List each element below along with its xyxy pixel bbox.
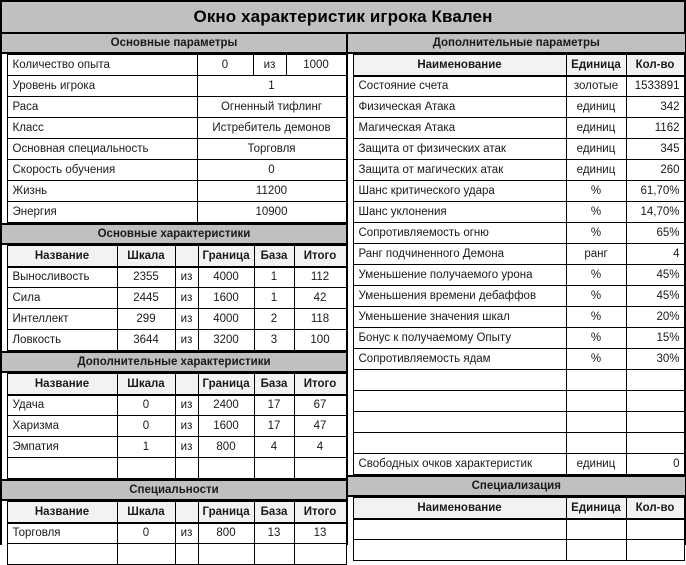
column-header-1: Шкала xyxy=(117,502,175,523)
table-row xyxy=(2,55,346,76)
stat-total: 13 xyxy=(294,523,346,544)
param-quantity xyxy=(626,412,684,433)
stat-scale: 0 xyxy=(117,523,175,544)
param-name: Уровень игрока xyxy=(7,76,197,97)
param-unit xyxy=(566,391,626,412)
stat-total xyxy=(294,458,346,479)
column-header-2 xyxy=(175,246,198,267)
table-row xyxy=(348,519,684,540)
column-header-1: Шкала xyxy=(117,246,175,267)
table-header-row xyxy=(348,55,684,76)
param-name: Энергия xyxy=(7,202,197,223)
param-unit xyxy=(566,519,626,540)
table-row xyxy=(348,202,684,223)
param-unit: % xyxy=(566,265,626,286)
param-name: Основная специальность xyxy=(7,139,197,160)
param-quantity: 20% xyxy=(626,307,684,328)
stat-base: 17 xyxy=(254,395,294,416)
stat-limit: 800 xyxy=(198,523,254,544)
param-separator: из xyxy=(253,55,286,76)
stat-name: Эмпатия xyxy=(7,437,117,458)
param-unit: % xyxy=(566,349,626,370)
stat-base xyxy=(254,544,294,565)
column-header-3: Граница xyxy=(198,246,254,267)
stat-total: 118 xyxy=(294,309,346,330)
stat-base: 2 xyxy=(254,309,294,330)
param-unit xyxy=(566,370,626,391)
column-header-2 xyxy=(175,502,198,523)
param-name: Шанс критического удара xyxy=(353,181,566,202)
table-row xyxy=(2,544,346,565)
stat-name: Торговля xyxy=(7,523,117,544)
stat-total: 112 xyxy=(294,267,346,288)
param-quantity: 65% xyxy=(626,223,684,244)
param-quantity: 0 xyxy=(626,454,684,475)
stat-of-label xyxy=(175,458,198,479)
table-specialization xyxy=(348,497,685,561)
table-header-row xyxy=(2,246,346,267)
param-name xyxy=(353,412,566,433)
stat-total xyxy=(294,544,346,565)
column-header-2: Кол-во xyxy=(626,55,684,76)
param-unit: единиц xyxy=(566,160,626,181)
window-title-bar xyxy=(2,2,684,34)
param-name: Количество опыта xyxy=(7,55,197,76)
stat-scale: 2355 xyxy=(117,267,175,288)
table-row xyxy=(348,391,684,412)
param-name: Раса xyxy=(7,97,197,118)
stat-of-label: из xyxy=(175,395,198,416)
param-unit: % xyxy=(566,328,626,349)
stat-total: 47 xyxy=(294,416,346,437)
table-header-row xyxy=(2,374,346,395)
column-header-4: База xyxy=(254,246,294,267)
param-quantity: 4 xyxy=(626,244,684,265)
param-value: 11200 xyxy=(197,181,346,202)
param-name: Бонус к получаемому Опыту xyxy=(353,328,566,349)
table-main-chars xyxy=(2,245,347,351)
stat-base: 1 xyxy=(254,267,294,288)
column-header-0: Название xyxy=(7,502,117,523)
table-row xyxy=(348,160,684,181)
table-row xyxy=(2,395,346,416)
param-unit: единиц xyxy=(566,139,626,160)
param-name: Уменьшения времени дебаффов xyxy=(353,286,566,307)
column-header-3: Граница xyxy=(198,374,254,395)
param-name: Ранг подчиненного Демона xyxy=(353,244,566,265)
section-header-extra-chars: Дополнительные характеристики xyxy=(2,351,346,373)
param-name: Сопротивляемость ядам xyxy=(353,349,566,370)
table-row xyxy=(2,267,346,288)
table-row xyxy=(2,76,346,97)
stat-base: 17 xyxy=(254,416,294,437)
param-value: 10900 xyxy=(197,202,346,223)
table-row xyxy=(348,97,684,118)
column-header-1: Шкала xyxy=(117,374,175,395)
param-quantity xyxy=(626,519,684,540)
column-header-2 xyxy=(175,374,198,395)
table-row xyxy=(348,349,684,370)
table-header-row xyxy=(348,498,684,519)
param-quantity: 345 xyxy=(626,139,684,160)
param-name xyxy=(353,391,566,412)
param-name xyxy=(353,519,566,540)
table-row xyxy=(348,118,684,139)
param-quantity: 61,70% xyxy=(626,181,684,202)
stat-limit: 800 xyxy=(198,437,254,458)
stat-scale: 0 xyxy=(117,395,175,416)
table-row xyxy=(348,223,684,244)
column-header-2: Кол-во xyxy=(626,498,684,519)
stat-name xyxy=(7,544,117,565)
table-row xyxy=(2,458,346,479)
table-extra-params xyxy=(348,54,685,475)
param-quantity: 14,70% xyxy=(626,202,684,223)
stat-total: 4 xyxy=(294,437,346,458)
stat-total: 42 xyxy=(294,288,346,309)
param-unit xyxy=(566,412,626,433)
param-unit: % xyxy=(566,202,626,223)
table-row xyxy=(348,370,684,391)
stat-name: Выносливость xyxy=(7,267,117,288)
param-quantity: 342 xyxy=(626,97,684,118)
table-row xyxy=(2,139,346,160)
table-row xyxy=(348,76,684,97)
table-row xyxy=(348,454,684,475)
param-name: Защита от магических атак xyxy=(353,160,566,181)
param-quantity: 45% xyxy=(626,286,684,307)
column-header-4: База xyxy=(254,374,294,395)
stat-limit: 4000 xyxy=(198,267,254,288)
stat-of-label: из xyxy=(175,330,198,351)
section-header-extra-params: Дополнительные параметры xyxy=(348,34,685,54)
stat-scale xyxy=(117,458,175,479)
stat-name: Харизма xyxy=(7,416,117,437)
stat-of-label xyxy=(175,544,198,565)
table-row xyxy=(2,523,346,544)
param-name: Защита от физических атак xyxy=(353,139,566,160)
stat-limit: 1600 xyxy=(198,288,254,309)
table-row xyxy=(348,433,684,454)
stat-base: 13 xyxy=(254,523,294,544)
table-row xyxy=(2,330,346,351)
table-row xyxy=(348,328,684,349)
column-header-5: Итого xyxy=(294,246,346,267)
param-value: Истребитель демонов xyxy=(197,118,346,139)
stat-limit: 1600 xyxy=(198,416,254,437)
table-row xyxy=(2,416,346,437)
param-name: Свободных очков характеристик xyxy=(353,454,566,475)
stat-of-label: из xyxy=(175,288,198,309)
page-title: Окно характеристик игрока Квален xyxy=(193,7,493,26)
stat-base xyxy=(254,458,294,479)
stat-limit: 2400 xyxy=(198,395,254,416)
section-header-main-chars: Основные характеристики xyxy=(2,223,346,245)
stat-scale: 1 xyxy=(117,437,175,458)
section-header-specialization: Специализация xyxy=(348,475,685,497)
stat-base: 1 xyxy=(254,288,294,309)
param-quantity xyxy=(626,391,684,412)
table-row xyxy=(348,307,684,328)
param-unit: ранг xyxy=(566,244,626,265)
column-header-0: Наименование xyxy=(353,498,566,519)
table-row xyxy=(348,412,684,433)
column-header-3: Граница xyxy=(198,502,254,523)
param-name: Магическая Атака xyxy=(353,118,566,139)
table-row xyxy=(348,181,684,202)
stat-total: 100 xyxy=(294,330,346,351)
stat-limit: 3200 xyxy=(198,330,254,351)
table-row xyxy=(348,265,684,286)
left-panel xyxy=(2,34,348,543)
table-extra-chars xyxy=(2,373,347,479)
stat-of-label: из xyxy=(175,437,198,458)
param-quantity: 45% xyxy=(626,265,684,286)
param-unit: % xyxy=(566,181,626,202)
panels-container xyxy=(2,34,684,543)
param-value: 0 xyxy=(197,160,346,181)
stat-scale xyxy=(117,544,175,565)
param-name: Жизнь xyxy=(7,181,197,202)
table-row xyxy=(2,437,346,458)
column-header-0: Название xyxy=(7,374,117,395)
param-unit: % xyxy=(566,307,626,328)
param-quantity: 15% xyxy=(626,328,684,349)
stat-scale: 2445 xyxy=(117,288,175,309)
stat-base: 4 xyxy=(254,437,294,458)
param-limit: 1000 xyxy=(286,55,346,76)
table-row xyxy=(348,286,684,307)
param-value: Огненный тифлинг xyxy=(197,97,346,118)
table-row xyxy=(2,181,346,202)
param-name xyxy=(353,433,566,454)
stat-scale: 3644 xyxy=(117,330,175,351)
stat-base: 3 xyxy=(254,330,294,351)
param-name: Класс xyxy=(7,118,197,139)
param-quantity: 30% xyxy=(626,349,684,370)
param-unit: единиц xyxy=(566,118,626,139)
stat-of-label: из xyxy=(175,309,198,330)
param-unit: единиц xyxy=(566,454,626,475)
param-value: 1 xyxy=(197,76,346,97)
param-unit: % xyxy=(566,223,626,244)
param-quantity xyxy=(626,540,684,561)
right-panel xyxy=(348,34,685,543)
table-row xyxy=(348,139,684,160)
column-header-1: Единица xyxy=(566,498,626,519)
stat-of-label: из xyxy=(175,523,198,544)
param-quantity: 1533891 xyxy=(626,76,684,97)
param-name: Уменьшение получаемого урона xyxy=(353,265,566,286)
param-unit: единиц xyxy=(566,97,626,118)
stat-limit xyxy=(198,544,254,565)
table-specialties xyxy=(2,501,347,565)
column-header-5: Итого xyxy=(294,502,346,523)
param-value: Торговля xyxy=(197,139,346,160)
param-name: Уменьшение значения шкал xyxy=(353,307,566,328)
column-header-0: Наименование xyxy=(353,55,566,76)
stat-name xyxy=(7,458,117,479)
param-unit: золотые xyxy=(566,76,626,97)
column-header-5: Итого xyxy=(294,374,346,395)
stat-of-label: из xyxy=(175,416,198,437)
stat-scale: 299 xyxy=(117,309,175,330)
table-header-row xyxy=(2,502,346,523)
param-unit xyxy=(566,540,626,561)
table-main-params xyxy=(2,54,347,223)
param-name: Физическая Атака xyxy=(353,97,566,118)
section-header-specialties: Специальности xyxy=(2,479,346,501)
param-name: Скорость обучения xyxy=(7,160,197,181)
stat-name: Ловкость xyxy=(7,330,117,351)
table-row xyxy=(2,309,346,330)
param-quantity xyxy=(626,370,684,391)
stat-of-label: из xyxy=(175,267,198,288)
param-unit xyxy=(566,433,626,454)
table-row xyxy=(2,118,346,139)
section-header-main-params: Основные параметры xyxy=(2,34,346,54)
stat-name: Удача xyxy=(7,395,117,416)
param-name xyxy=(353,540,566,561)
stat-limit: 4000 xyxy=(198,309,254,330)
stat-scale: 0 xyxy=(117,416,175,437)
table-row xyxy=(2,202,346,223)
param-name xyxy=(353,370,566,391)
param-name: Шанс уклонения xyxy=(353,202,566,223)
param-quantity: 260 xyxy=(626,160,684,181)
table-row xyxy=(2,288,346,309)
column-header-1: Единица xyxy=(566,55,626,76)
param-value: 0 xyxy=(197,55,253,76)
param-name: Состояние счета xyxy=(353,76,566,97)
stat-limit xyxy=(198,458,254,479)
table-row xyxy=(2,97,346,118)
param-quantity xyxy=(626,433,684,454)
param-quantity: 1162 xyxy=(626,118,684,139)
stat-total: 67 xyxy=(294,395,346,416)
stat-name: Интеллект xyxy=(7,309,117,330)
table-row xyxy=(2,160,346,181)
column-header-0: Название xyxy=(7,246,117,267)
table-row xyxy=(348,540,684,561)
stat-name: Сила xyxy=(7,288,117,309)
column-header-4: База xyxy=(254,502,294,523)
param-unit: % xyxy=(566,286,626,307)
param-name: Сопротивляемость огню xyxy=(353,223,566,244)
table-row xyxy=(348,244,684,265)
